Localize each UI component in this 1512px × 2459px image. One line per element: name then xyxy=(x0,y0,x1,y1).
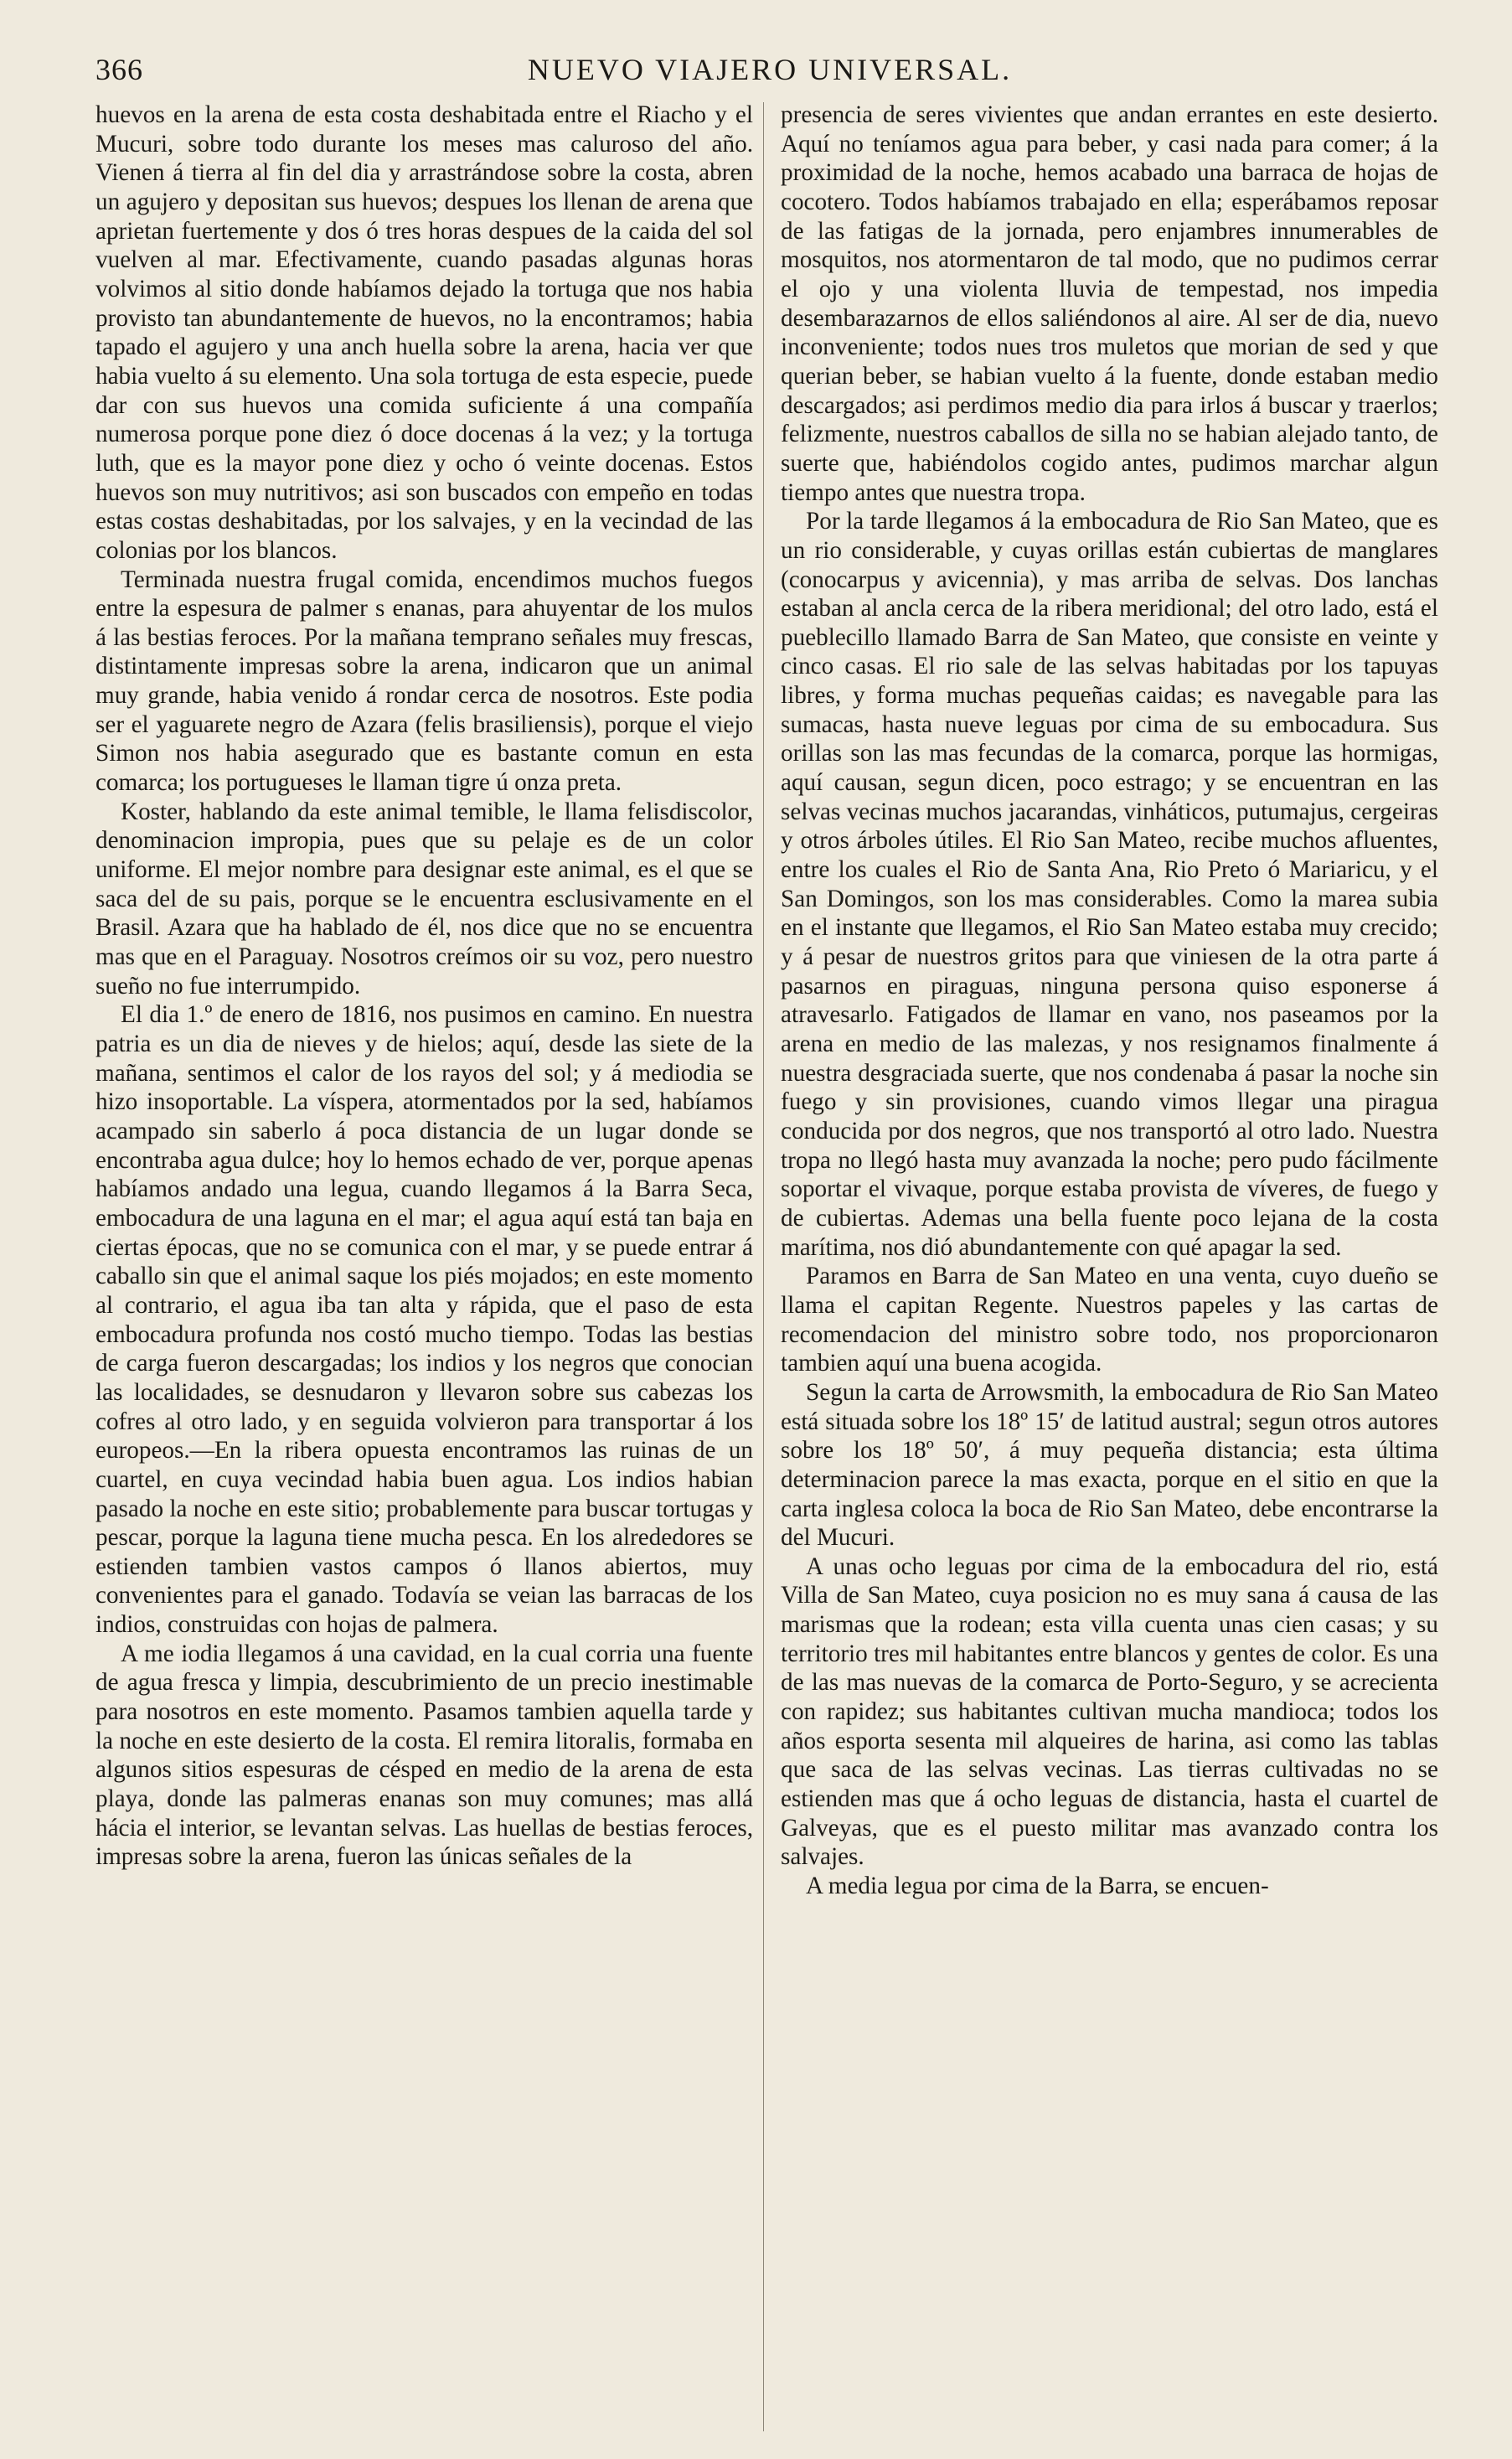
paragraph: A unas ocho leguas por cima de la embocadura del rio, está Villa de San Mateo, cuya posicion no es muy sana á causa de las marismas que la rodean; esta villa cuenta unas cien casas; y su territorio tres mil habitantes entre blancos y gentes de color. Es una de las mas nuevas de la comarca de Porto-Seguro, y se acrecienta con rapidez; sus habitantes cultivan mucha mandioca; todos los años esporta sesenta mil alqueires de harina, asi como las tablas que saca de las selvas vecinas. Las tierras cultivadas no se estienden mas que á ocho leguas de distancia, hasta el cuartel de Galveyas, que es el puesto militar mas avanzado contra los salvajes. xyxy=(781,1552,1438,1871)
right-column xyxy=(781,101,1438,2438)
paragraph: Koster, hablando da este animal temible, le llama felisdiscolor, denominacion impropia, pues que su pelaje es de un color uniforme. El mejor nombre para designar este animal, es el que se saca del de su pais, porque se le encuentra esclusivamente en el Brasil. Azara que ha hablado de él, nos dice que no se encuentra mas que en el Paraguay. Nosotros creímos oir su voz, pero nuestro sueño no fue interrumpido. xyxy=(95,798,753,1000)
paragraph: Por la tarde llegamos á la embocadura de Rio San Mateo, que es un rio considerable, y cuyas orillas están cubiertas de manglares (conocarpus y avicennia), y mas arriba de selvas. Dos lanchas estaban al ancla cerca de la ribera meridional; del otro lado, está el pueblecillo llamado Barra de San Mateo, que consiste en veinte y cinco casas. El rio sale de las selvas habitadas por los tapuyas libres, y forma muchas pequeñas caidas; es navegable para las sumacas, hasta nueve leguas por cima de su embocadura. Sus orillas son las mas fecundas de la comarca, porque las hormigas, aquí causan, segun dicen, poco estrago; y se encuentran en las selvas vecinas muchos jacarandas, vinháticos, putumajus, cergeiras y otros árboles útiles. El Rio San Mateo, recibe muchos afluentes, entre los cuales el Rio de Santa Ana, Rio Preto ó Mariaricu, y el San Domingos, son los mas considerables. Como la marea subia en el instante que llegamos, el Rio San Mateo estaba muy crecido; y á pesar de nuestros gritos para que viniesen de la otra parte á pasarnos en piraguas, ninguna persona quiso esponerse á atravesarlo. Fatigados de llamar en vano, nos paseamos por la arena en medio de las malezas, y nos resignamos finalmente á nuestra desgraciada suerte, que nos condenaba á pasar la noche sin fuego y sin provisiones, cuando vimos llegar una piragua conducida por dos negros, que nos transportó al otro lado. Nuestra tropa no llegó hasta muy avanzada la noche; pero pudo fácilmente soportar el vivaque, porque estaba provista de víveres, de fuego y de cubiertas. Ademas una bella fuente poco lejana de la costa marítima, nos dió abundantemente con qué apagar la sed. xyxy=(781,508,1438,1261)
paragraph: Paramos en Barra de San Mateo en una venta, cuyo dueño se llama el capitan Regente. Nuestros papeles y las cartas de recomendacion del ministro sobre todo, nos proporcionaron tambien aquí una buena acogida. xyxy=(781,1263,1438,1377)
paragraph: El dia 1.º de enero de 1816, nos pusimos en camino. En nuestra patria es un dia de nieves y de hielos; aquí, desde las siete de la mañana, sentimos el calor de los rayos del sol; y á mediodia se hizo insoportable. La víspera, atormentados por la sed, habíamos acampado sin saberlo á poca distancia de un lugar donde se encontraba agua dulce; hoy lo hemos echado de ver, porque apenas habíamos andado una legua, cuando llegamos á la Barra Seca, embocadura de una laguna en el mar; el agua aquí está tan baja en ciertas épocas, que no se comunica con el mar, y se puede entrar á caballo sin que el animal saque los piés mojados; en este momento al contrario, el agua iba tan alta y rápida, que el paso de esta embocadura profunda nos costó mucho tiempo. Todas las bestias de carga fueron descargadas; los indios y los negros que conocian las localidades, se desnudaron y llevaron sobre sus cabezas los cofres al otro lado, y en seguida volvieron para transportar á los europeos.—En la ribera opuesta encontramos las ruinas de un cuartel, en cuya vecindad habia buen agua. Los indios habian pasado la noche en este sitio; probablemente para buscar tortugas y pescar, porque la laguna tiene mucha pesca. En los alrededores se estienden tambien vastos campos ó llanos abiertos, muy convenientes para el ganado. Todavía se veian las barracas de los indios, construidas con hojas de palmera. xyxy=(95,1001,753,1639)
column-divider xyxy=(763,102,764,2431)
paragraph: Terminada nuestra frugal comida, encendimos muchos fuegos entre la espesura de palmer s enanas, para ahuyentar de los mulos á las bestias feroces. Por la mañana temprano señales muy frescas, distintamente impresas sobre la arena, indicaron que un animal muy grande, habia venido á rondar cerca de nosotros. Este podia ser el yaguarete negro de Azara (felis brasiliensis), porque el viejo Simon nos habia asegurado que es bastante comun en esta comarca; los portugueses le llaman tigre ú onza preta. xyxy=(95,566,753,797)
paragraph: huevos en la arena de esta costa deshabitada entre el Riacho y el Mucuri, sobre todo durante los meses mas caluroso del año. Vienen á tierra al fin del dia y arrastrándose sobre la costa, abren un agujero y depositan sus huevos; despues los llenan de arena que aprietan fuertemente y dos ó tres horas despues de la caida del sol vuelven al mar. Efectivamente, cuando pasadas algunas horas volvimos al sitio donde habíamos dejado la tortuga que nos habia provisto tan abundantemente de huevos, no la encontramos; habia tapado el agujero y una anch huella sobre la arena, hacia ver que habia vuelto á su elemento. Una sola tortuga de esta especie, puede dar con sus huevos una comida suficiente á una compañía numerosa porque pone diez ó doce docenas á la vez; y la tortuga luth, que es la mayor pone diez y ocho ó veinte docenas. Estos huevos son muy nutritivos; asi son buscados con empeño en todas estas costas deshabitadas, por los salvajes, y en la vecindad de las colonias por los blancos. xyxy=(95,101,753,564)
left-column xyxy=(95,101,753,2438)
running-title: NUEVO VIAJERO UNIVERSAL. xyxy=(527,53,1013,86)
paragraph: A media legua por cima de la Barra, se encuen- xyxy=(806,1873,1269,1900)
page-header xyxy=(95,52,1444,99)
paragraph: Segun la carta de Arrowsmith, la embocadura de Rio San Mateo está situada sobre los 18º 15′ de latitud austral; segun otros autores sobre los 18º 50′, á muy pequeña distancia; esta última determinacion parece la mas exacta, porque en el sitio en que la carta inglesa coloca la boca de Rio San Mateo, debe encontrarse la del Mucuri. xyxy=(781,1378,1438,1552)
paragraph: A me iodia llegamos á una cavidad, en la cual corria una fuente de agua fresca y limpia, descubrimiento de un precio inestimable para nosotros en este momento. Pasamos tambien aquella tarde y la noche en este desierto de la costa. El remira litoralis, formaba en algunos sitios espesuras de césped en medio de la arena de esta playa, donde las palmeras enanas son muy comunes; mas allá hácia el interior, se levantan selvas. Las huellas de bestias feroces, impresas sobre la arena, fueron las únicas señales de la xyxy=(95,1640,753,1871)
page-number: 366 xyxy=(95,53,143,86)
paragraph: presencia de seres vivientes que andan errantes en este desierto. Aquí no teníamos agua para beber, y casi nada para comer; á la proximidad de la noche, hemos acabado una barraca de hojas de cocotero. Todos habíamos trabajado en ella; esperábamos reposar de las fatigas de la jornada, pero enjambres innumerables de mosquitos, nos atormentaron de tal modo, que no pudimos cerrar el ojo y una violenta lluvia de tempestad, nos impedia desembarazarnos de ellos saliéndonos al aire. Al ser de dia, nuevo inconveniente; todos nues tros muletos que morian de sed y que querian beber, se habian vuelto á la fuente, donde estaban medio descargados; asi perdimos medio dia para irlos á buscar y traerlos; felizmente, nuestros caballos de silla no se habian alejado tanto, de suerte que, habiéndolos cogido antes, pudimos marchar algun tiempo antes que nuestra tropa. xyxy=(781,101,1438,506)
